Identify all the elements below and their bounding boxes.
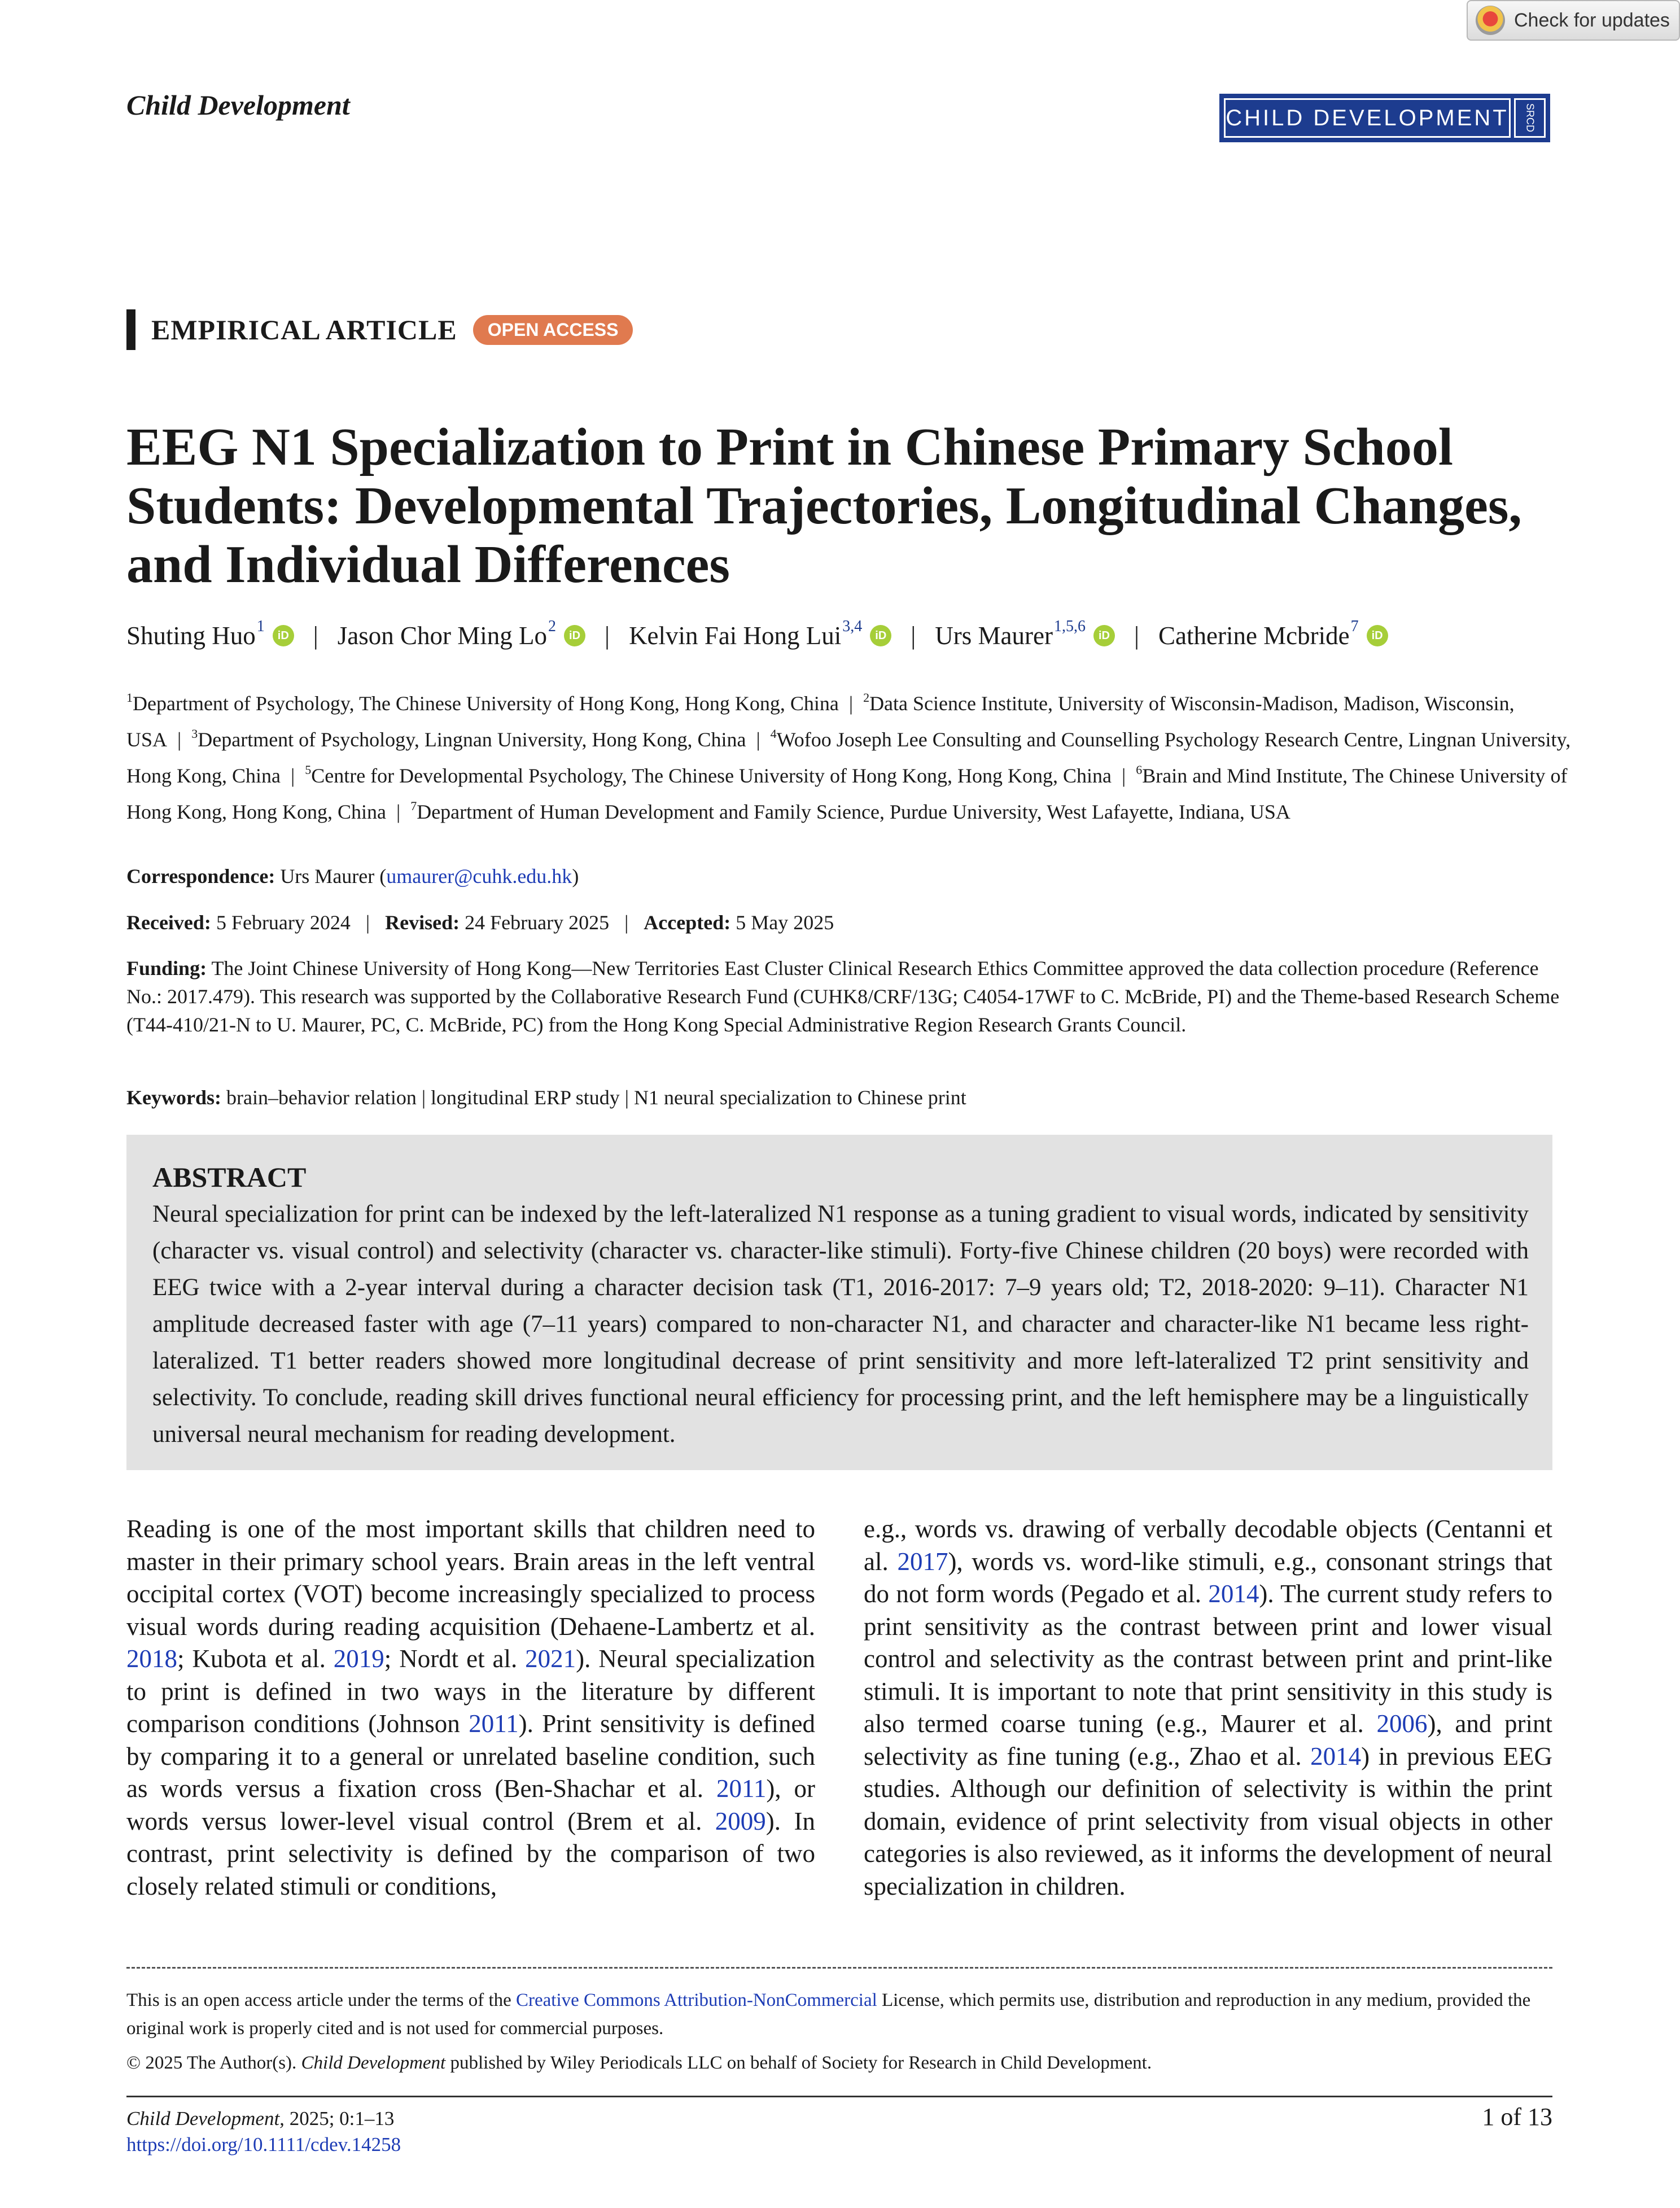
body-text: ). In contrast, print selectivity is defined by the comparison of two closely related stimuli or conditions,: [126, 1807, 815, 1900]
author: [126, 618, 294, 650]
orcid-icon[interactable]: iD: [1093, 625, 1115, 646]
paper-title: EEG N1 Specialization to Print in Chinese Primary School Students: Developmental Trajectories, Longitudinal Changes, and Individual Differences: [126, 418, 1522, 594]
affiliation-separator: |: [848, 692, 854, 715]
author-affiliation-ref[interactable]: 2: [548, 618, 557, 635]
body-text: ; Kubota et al.: [177, 1645, 334, 1673]
author-list: [126, 618, 1594, 650]
journal-logo: [1219, 94, 1550, 142]
correspondence-email-link[interactable]: umaurer@cuhk.edu.hk: [386, 865, 572, 887]
author: [629, 618, 891, 650]
article-type-row: [126, 309, 633, 350]
affiliation-text: Department of Psychology, The Chinese University of Hong Kong, Hong Kong, China: [133, 692, 839, 715]
affiliation-number: 5: [305, 763, 312, 777]
affiliation-text: Wofoo Joseph Lee Consulting and Counselling Psychology Research Centre, Lingnan University, Hong Kong, China: [126, 728, 1571, 787]
author-affiliation-ref[interactable]: 7: [1350, 618, 1359, 635]
license-text-after: License, which permits use, distribution and reproduction in any medium, provided the original work is properly cited and is not used for commercial purposes.: [126, 1990, 1531, 2039]
funding: [126, 954, 1572, 1039]
journal-header-title: Child Development: [126, 89, 350, 121]
body-column-right: [864, 1513, 1552, 1903]
dates: Received: 5 February 2024 | Revised: 24 February 2025 | Accepted: 5 May 2025: [126, 911, 834, 934]
author: [1158, 618, 1388, 650]
citation-link[interactable]: 2019: [333, 1645, 384, 1673]
received-date: 5 February 2024: [216, 911, 351, 934]
affiliation-text: Data Science Institute, University of Wisconsin-Madison, Madison, Wisconsin, USA: [126, 692, 1515, 751]
affiliation-separator: |: [177, 728, 182, 751]
affiliation-number: 7: [410, 799, 417, 813]
affiliation-text: Brain and Mind Institute, The Chinese University of Hong Kong, Hong Kong, China: [126, 764, 1568, 823]
orcid-icon[interactable]: iD: [564, 625, 585, 646]
citation-link[interactable]: 2011: [469, 1709, 519, 1738]
affiliation-number: 2: [863, 690, 870, 705]
footer-volume: 2025; 0:1–13: [284, 2108, 395, 2130]
author-separator: |: [1134, 622, 1139, 650]
body-text: e.g., words vs. drawing of verbally decodable objects (Centanni et al.: [864, 1515, 1552, 1576]
article-type-bar: [126, 309, 135, 350]
copyright-text-before: © 2025 The Author(s).: [126, 2053, 301, 2073]
body-text: Reading is one of the most important skills that children need to master in their primary school years. Brain areas in the left ventral occipital cortex (VOT) become increasingly specialized to process visual words during reading acquisition (Dehaene-Lambertz et al.: [126, 1515, 815, 1641]
body-text: ). Neural specialization to print is defined in two ways in the literature by different comparison conditions (Johnson: [126, 1645, 815, 1738]
author-affiliation-ref[interactable]: 3,4: [842, 618, 863, 635]
orcid-icon[interactable]: iD: [870, 625, 891, 646]
footer-divider: [126, 2096, 1552, 2097]
affiliation-number: 6: [1136, 763, 1143, 777]
orcid-icon[interactable]: iD: [1367, 625, 1388, 646]
abstract-heading: ABSTRACT: [152, 1161, 307, 1193]
body-text: ), words vs. word-like stimuli, e.g., consonant strings that do not form words (Pegado et al.: [864, 1547, 1552, 1608]
affiliations: [126, 683, 1572, 828]
revised-label: Revised:: [385, 911, 460, 934]
cc-license-link[interactable]: Creative Commons Attribution-NonCommercial: [516, 1990, 877, 2010]
dashed-divider: [126, 1967, 1552, 1969]
footer-citation: [126, 2106, 401, 2158]
citation-link[interactable]: 2006: [1376, 1709, 1428, 1738]
correspondence-label: Correspondence:: [126, 865, 275, 887]
citation-link[interactable]: 2021: [525, 1645, 576, 1673]
check-for-updates-label: Check for updates: [1514, 9, 1670, 31]
copyright-journal: Child Development: [301, 2053, 446, 2073]
body-text: ; Nordt et al.: [384, 1645, 526, 1673]
affiliation-separator: |: [756, 728, 760, 751]
open-access-badge: OPEN ACCESS: [473, 315, 633, 345]
affiliation-separator: |: [291, 764, 295, 787]
author-name: Urs Maurer: [935, 622, 1053, 650]
author-name: Shuting Huo: [126, 622, 256, 650]
body-text: ), and print selectivity as fine tuning (e.g., Zhao et al.: [864, 1709, 1553, 1770]
affiliation-text: Centre for Developmental Psychology, The Chinese University of Hong Kong, Hong Kong, China: [311, 764, 1112, 787]
body-text: ). Print sensitivity is defined by comparing it to a general or unrelated baseline condition, such as words versus a fixation cross (Ben-Shachar et al.: [126, 1709, 815, 1803]
body-text: ). The current study refers to print sensitivity as the contrast between print and lower visual control and selectivity as the contrast between print and print-like stimuli. It is important to note that print sensitivity in this study is also termed coarse tuning (e.g., Maurer et al.: [864, 1580, 1553, 1738]
author-name: Kelvin Fai Hong Lui: [629, 622, 842, 650]
doi-link[interactable]: https://doi.org/10.1111/cdev.14258: [126, 2133, 401, 2155]
affiliation-number: 3: [191, 727, 198, 741]
body-text: ) in previous EEG studies. Although our definition of selectivity is within the print domain, evidence of print selectivity from visual objects in other categories is also reviewed, as it informs the development of neural specialization in children.: [864, 1742, 1553, 1900]
abstract-text: Neural specialization for print can be indexed by the left-lateralized N1 response as a tuning gradient to visual words, indicated by sensitivity (character vs. visual control) and selectivity (character vs. character-like stimuli). Forty-five Chinese children (20 boys) were recorded with EEG twice with a 2-year interval during a character decision task (T1, 2016-2017: 7–9 years old; T2, 2018-2020: 9–11). Character N1 amplitude decreased faster with age (7–11 years) compared to non-character N1, and character and character-like N1 became less right-lateralized. T1 better readers showed more longitudinal decrease of print sensitivity and more left-lateralized T2 print sensitivity and selectivity. To conclude, reading skill drives functional neural efficiency for processing print, and the left hemisphere may be a linguistically universal neural mechanism for reading development.: [152, 1201, 1529, 1448]
author-separator: |: [313, 622, 318, 650]
copyright-notice: [126, 2053, 1552, 2074]
author-name: Catherine Mcbride: [1158, 622, 1350, 650]
affiliation-number: 1: [126, 690, 133, 705]
copyright-text-after: published by Wiley Periodicals LLC on behalf of Society for Research in Child Development.: [445, 2053, 1152, 2073]
affiliation-text: Department of Psychology, Lingnan University, Hong Kong, China: [198, 728, 746, 751]
revised-date: 24 February 2025: [465, 911, 610, 934]
journal-logo-text: CHILD DEVELOPMENT: [1224, 98, 1511, 138]
author-affiliation-ref[interactable]: 1: [256, 618, 265, 635]
crossmark-icon: [1476, 6, 1505, 35]
citation-link[interactable]: 2017: [897, 1547, 948, 1576]
citation-link[interactable]: 2014: [1310, 1742, 1362, 1770]
citation-link[interactable]: 2018: [126, 1645, 177, 1673]
keywords: [126, 1083, 1572, 1112]
check-for-updates-button[interactable]: [1467, 0, 1680, 41]
accepted-date: 5 May 2025: [736, 911, 834, 934]
citation-link[interactable]: 2009: [715, 1807, 766, 1835]
body-text: ), or words versus lower-level visual control (Brem et al.: [126, 1774, 815, 1835]
author: [337, 618, 585, 650]
funding-label: Funding:: [126, 957, 207, 980]
citation-link[interactable]: 2014: [1208, 1580, 1259, 1608]
received-label: Received:: [126, 911, 211, 934]
body-column-left: [126, 1513, 815, 1903]
author-affiliation-ref[interactable]: 1,5,6: [1053, 618, 1086, 635]
author-separator: |: [911, 622, 916, 650]
footer-journal-name: Child Development,: [126, 2108, 285, 2130]
abstract-box: [126, 1135, 1552, 1470]
orcid-icon[interactable]: iD: [273, 625, 294, 646]
article-type: EMPIRICAL ARTICLE: [151, 314, 457, 346]
srcd-seal-icon: SRCD: [1514, 98, 1546, 138]
page-number: 1 of 13: [1482, 2103, 1552, 2131]
author: [935, 618, 1115, 650]
affiliation-separator: |: [1122, 764, 1126, 787]
license-notice: [126, 1986, 1552, 2043]
affiliation-text: Department of Human Development and Family Science, Purdue University, West Lafayette, Indiana, USA: [417, 801, 1290, 823]
affiliation-separator: |: [396, 801, 401, 823]
funding-text: The Joint Chinese University of Hong Kong—New Territories East Cluster Clinical Research Ethics Committee approved the data collection procedure (Reference No.: 2017.479). This research was supported by the Collaborative Research Fund (CUHK8/CRF/13G; C4054-17WF to C. McBride, PI) and the Theme-based Research Scheme (T44-410/21-N to U. Maurer, PC, C. McBride, PC) from the Hong Kong Special Administrative Region Research Grants Council.: [126, 957, 1560, 1036]
keywords-label: Keywords:: [126, 1086, 221, 1109]
correspondence-name: Urs Maurer: [280, 865, 375, 887]
accepted-label: Accepted:: [644, 911, 731, 934]
affiliation-number: 4: [770, 727, 777, 741]
keywords-text: brain–behavior relation | longitudinal ERP study | N1 neural specialization to Chinese print: [226, 1086, 966, 1109]
author-separator: |: [605, 622, 610, 650]
license-text-before: This is an open access article under the terms of the: [126, 1990, 517, 2010]
citation-link[interactable]: 2011: [716, 1774, 767, 1803]
author-name: Jason Chor Ming Lo: [337, 622, 548, 650]
correspondence: Correspondence: Urs Maurer (umaurer@cuhk.edu.hk): [126, 865, 579, 887]
